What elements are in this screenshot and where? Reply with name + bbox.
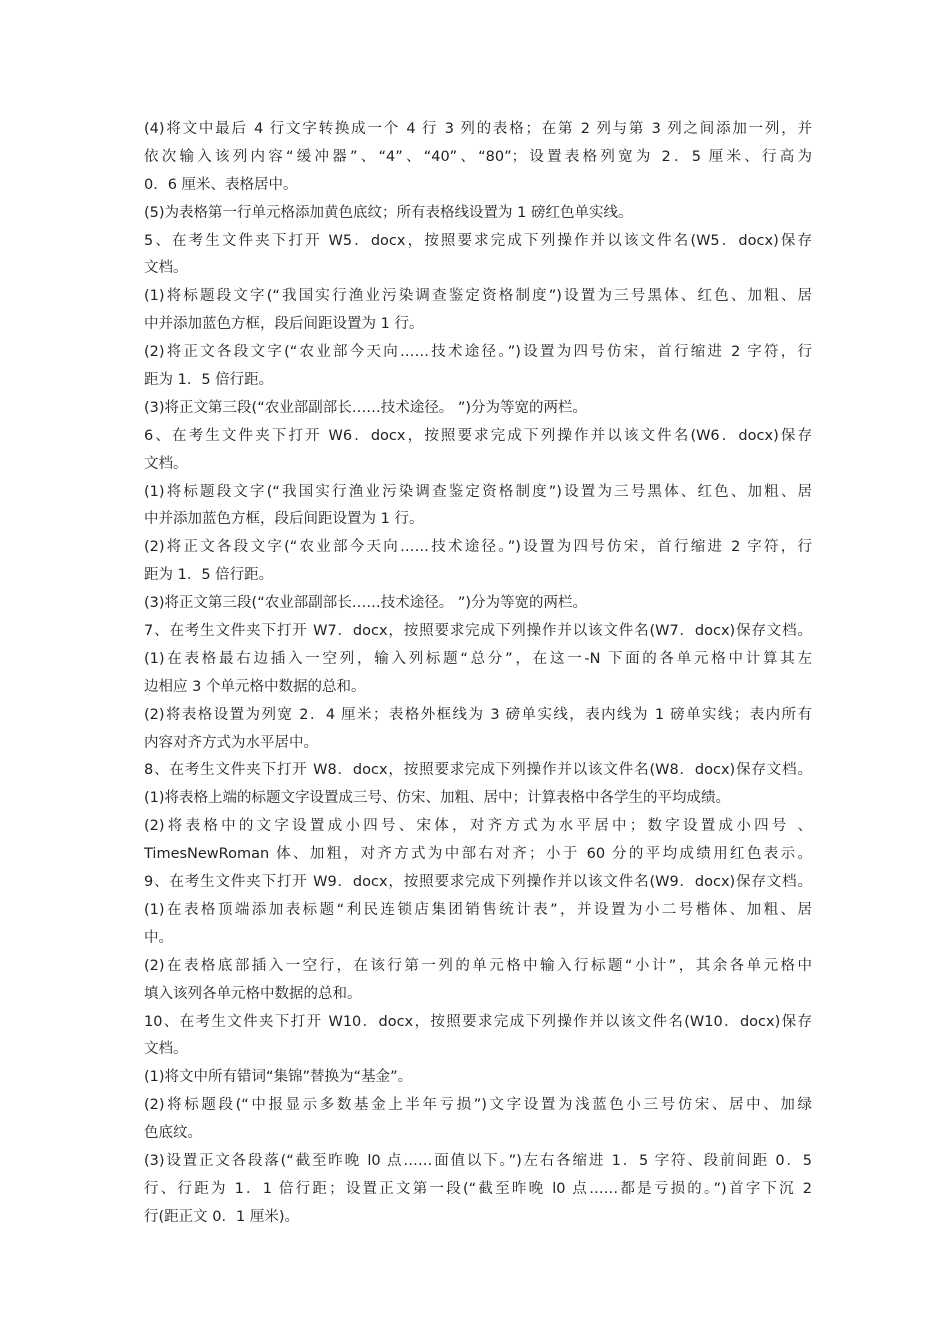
text-line: TimesNewRoman 体、加粗，对齐方式为中部右对齐；小于 60 分的平均成绩用红色表示。 bbox=[144, 846, 812, 863]
text-line: (1)在表格顶端添加表标题“利民连锁店集团销售统计表”，并设置为小二号楷体、加粗、居 bbox=[144, 901, 812, 918]
text-line: (2)将标题段(“中报显示多数基金上半年亏损”)文字设置为浅蓝色小三号仿宋、居中、加绿 bbox=[144, 1097, 812, 1114]
text-line: 中并添加蓝色方框，段后间距设置为 1 行。 bbox=[144, 511, 424, 528]
text-line: 行(距正文 0．1 厘米)。 bbox=[144, 1208, 299, 1225]
text-line: 距为 1．5 倍行距。 bbox=[144, 567, 274, 584]
text-line: (1)将标题段文字(“我国实行渔业污染调查鉴定资格制度”)设置为三号黑体、红色、加粗、居 bbox=[144, 288, 812, 305]
text-line: 色底纹。 bbox=[144, 1125, 202, 1142]
text-line: 5、在考生文件夹下打开 W5．docx，按照要求完成下列操作并以该文件名(W5．docx)保存 bbox=[144, 232, 812, 249]
text-line: 中。 bbox=[144, 929, 173, 946]
text-line: 依次输入该列内容“缓冲器”、“4”、“40”、“80”；设置表格列宽为 2．5 厘米、行高为 bbox=[144, 148, 812, 165]
text-line: (1)在表格最右边插入一空列，输入列标题“总分”，在这一-N 下面的各单元格中计算其左 bbox=[144, 650, 812, 667]
text-line: (4)将文中最后 4 行文字转换成一个 4 行 3 列的表格；在第 2 列与第 3 列之间添加一列，并 bbox=[144, 121, 812, 137]
text-line: 边相应 3 个单元格中数据的总和。 bbox=[144, 678, 366, 695]
text-line: (3)将正文第三段(“农业部副部长……技术途径。 ”)分为等宽的两栏。 bbox=[144, 399, 587, 416]
text-line: (5)为表格第一行单元格添加黄色底纹；所有表格线设置为 1 磅红色单实线。 bbox=[144, 204, 633, 221]
text-line: 文档。 bbox=[144, 455, 188, 472]
text-line: (1)将标题段文字(“我国实行渔业污染调查鉴定资格制度”)设置为三号黑体、红色、加粗、居 bbox=[144, 483, 812, 500]
text-line: 文档。 bbox=[144, 260, 188, 277]
text-line: 9、在考生文件夹下打开 W9．docx，按照要求完成下列操作并以该文件名(W9．docx)保存文档。 bbox=[144, 874, 812, 891]
text-line: 距为 1．5 倍行距。 bbox=[144, 372, 274, 389]
text-line: (2)在表格底部插入一空行，在该行第一列的单元格中输入行标题“小计”，其余各单元格中 bbox=[144, 957, 812, 974]
text-line: 文档。 bbox=[144, 1041, 188, 1058]
text-line: 8、在考生文件夹下打开 W8．docx，按照要求完成下列操作并以该文件名(W8．docx)保存文档。 bbox=[144, 762, 812, 779]
text-line: 行、行距为 1．1 倍行距；设置正文第一段(“截至昨晚 l0 点……都是亏损的。”)首字下沉 2 bbox=[144, 1180, 812, 1197]
text-line: (2)将正文各段文字(“农业部今天向……技术途径。”)设置为四号仿宋，首行缩进 2 字符，行 bbox=[144, 539, 812, 556]
document-body bbox=[144, 116, 812, 1232]
text-line: 内容对齐方式为水平居中。 bbox=[144, 734, 318, 751]
text-line: 7、在考生文件夹下打开 W7．docx，按照要求完成下列操作并以该文件名(W7．docx)保存文档。 bbox=[144, 623, 812, 640]
text-line: (2)将正文各段文字(“农业部今天向……技术途径。”)设置为四号仿宋，首行缩进 2 字符，行 bbox=[144, 344, 812, 361]
text-line: 中并添加蓝色方框，段后间距设置为 1 行。 bbox=[144, 316, 424, 333]
text-line: (2)将表格中的文字设置成小四号、宋体，对齐方式为水平居中；数字设置成小四号 、 bbox=[144, 818, 812, 835]
text-line: (1)将表格上端的标题文字设置成三号、仿宋、加粗、居中；计算表格中各学生的平均成绩。 bbox=[144, 790, 731, 807]
text-line: (2)将表格设置为列宽 2．4 厘米；表格外框线为 3 磅单实线，表内线为 1 磅单实线；表内所有 bbox=[144, 706, 812, 723]
text-line: 6、在考生文件夹下打开 W6．docx，按照要求完成下列操作并以该文件名(W6．docx)保存 bbox=[144, 427, 812, 444]
text-line: (3)设置正文各段落(“截至昨晚 l0 点……面值以下。”)左右各缩进 1．5 字符、段前间距 0．5 bbox=[144, 1152, 812, 1169]
text-line: (3)将正文第三段(“农业部副部长……技术途径。 ”)分为等宽的两栏。 bbox=[144, 595, 587, 612]
text-line: 填入该列各单元格中数据的总和。 bbox=[144, 985, 362, 1002]
text-line: 0．6 厘米、表格居中。 bbox=[144, 176, 298, 193]
text-line: 10、在考生文件夹下打开 W10．docx，按照要求完成下列操作并以该文件名(W10．docx)保存 bbox=[144, 1013, 812, 1030]
text-line: (1)将文中所有错词“集锦”替换为“基金”。 bbox=[144, 1069, 413, 1086]
